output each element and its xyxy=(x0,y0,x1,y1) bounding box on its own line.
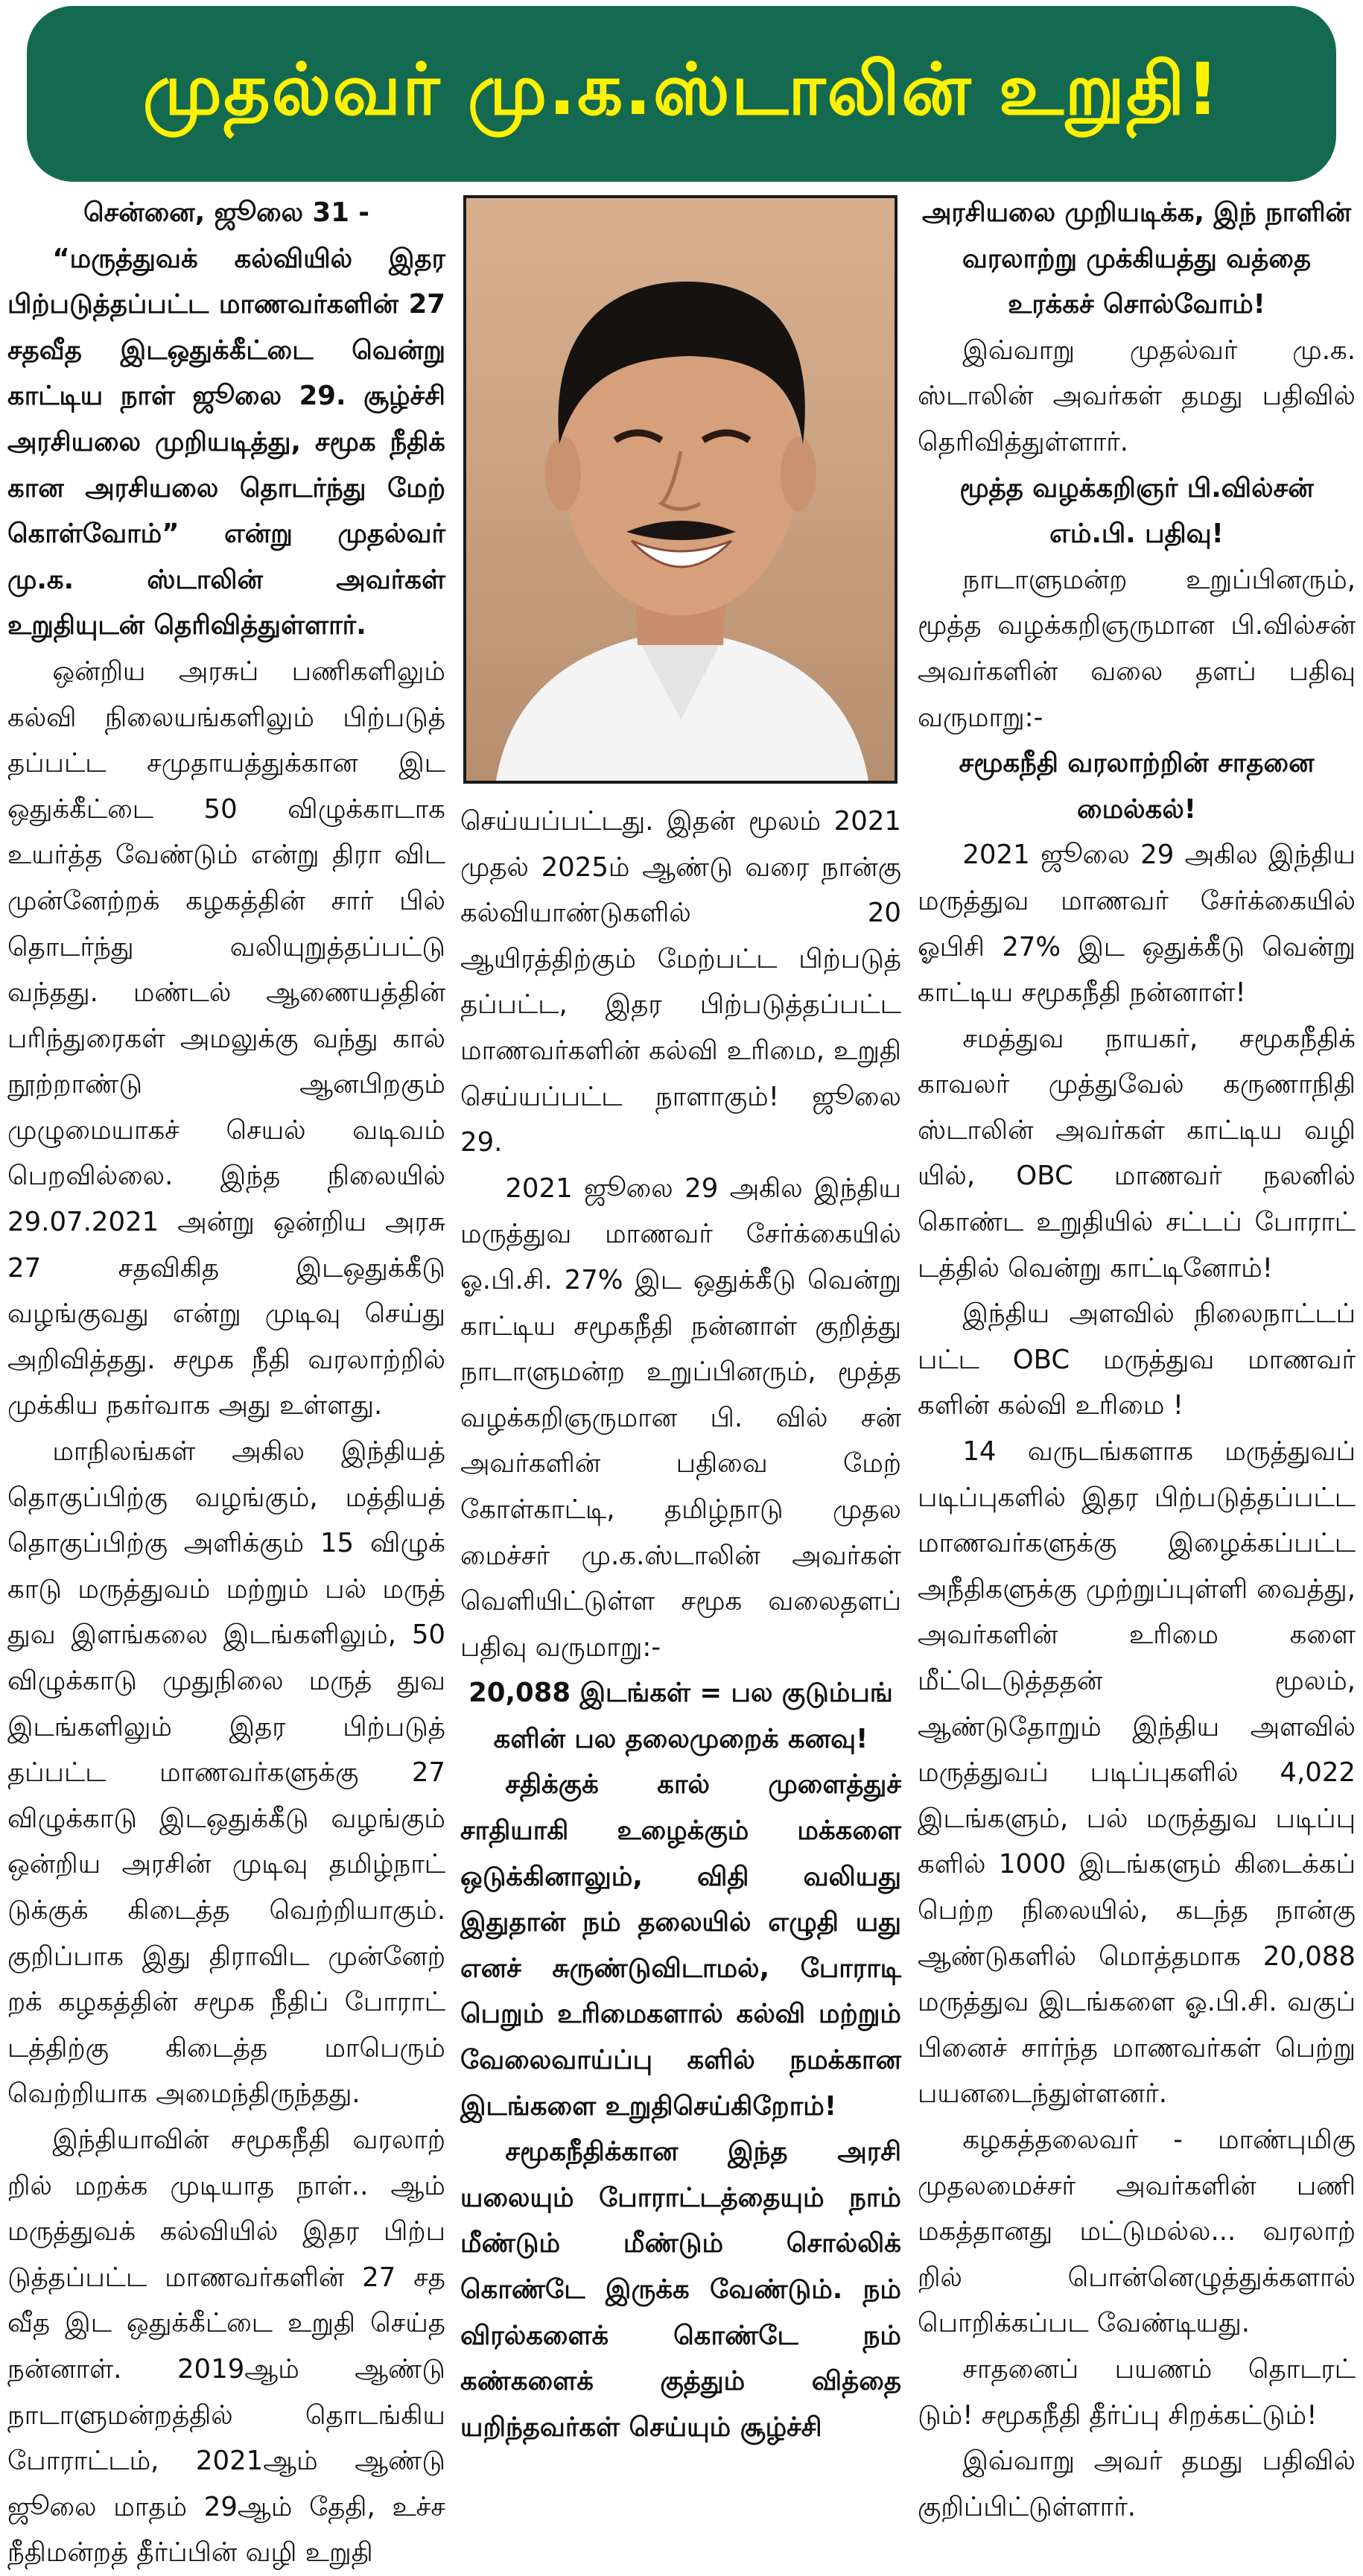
body-paragraph: சாதனைப் பயணம் தொடரட் டும்! சமூகநீதி தீர்ப்பு சிறக்கட்டும்! xyxy=(918,2353,1356,2431)
body-paragraph: கழகத்தலைவர் - மாண்புமிகு முதலமைச்சர் அவர்களின் பணி மகத்தானது மட்டுமல்ல... வரலாற் றில் பொன்னெழுத்துக்களால் பொறிக்கப்பட வேண்டியது. xyxy=(918,2124,1356,2339)
body-paragraph: நாடாளுமன்ற உறுப்பினரும், மூத்த வழக்கறிஞருமான பி.வில்சன் அவர்களின் வலை தளப் பதிவு வருமாறு:- xyxy=(918,564,1356,733)
body-paragraph: சமத்துவ நாயகர், சமூகநீதிக் காவலர் முத்துவேல் கருணாநிதி ஸ்டாலின் அவர்கள் காட்டிய வழி யில், OBC மாணவர் நலனில் கொண்ட உறுதியில் சட்டப் போராட் டத்தில் வென்று காட்டினோம்! xyxy=(918,1023,1356,1284)
lead-paragraph: “மருத்துவக் கல்வியில் இதர பிற்படுத்தப்பட்ட மாணவர்களின் 27 சதவீத இடஒதுக்கீட்டை வென்று காட்டிய நாள் ஜூலை 29. சூழ்ச்சி அரசியலை முறியடித்து, சமூக நீதிக் கான அரசியலை தொடர்ந்து மேற் கொள்வோம்” என்று முதல்வர் மு.க. ஸ்டாலின் அவர்கள் உறுதியுடன் தெரிவித்துள்ளார். xyxy=(7,243,445,641)
subheading: சமூகநீதி வரலாற்றின் சாதனை மைல்கல்! xyxy=(959,748,1315,825)
body-paragraph: இந்தியாவின் சமூகநீதி வரலாற் றில் மறக்க முடியாத நாள்.. ஆம் மருத்துவக் கல்வியில் இதர பிற்ப டுத்தப்பட்ட மாணவர்களின் 27 சத வீத இட ஒதுக்கீட்டை உறுதி செய்த நன்னாள். 2019ஆம் ஆண்டு நாடாளுமன்றத்தில் தொடங்கிய போராட்டம், 2021ஆம் ஆண்டு ஜூலை மாதம் 29ஆம் தேதி, உச்ச நீதிமன்றத் தீர்ப்பின் வழி உறுதி xyxy=(7,2124,445,2569)
body-paragraph: மாநிலங்கள் அகில இந்தியத் தொகுப்பிற்கு வழங்கும், மத்தியத் தொகுப்பிற்கு அளிக்கும் 15 விழுக் காடு மருத்துவம் மற்றும் பல் மருத் துவ இளங்கலை இடங்களிலும், 50 விழுக்காடு முதுநிலை மருத் துவ இடங்களிலும் இதர பிற்படுத் தப்பட்ட மாணவர்களுக்கு 27 விழுக்காடு இடஒதுக்கீடு வழங்கும் ஒன்றிய அரசின் முடிவு தமிழ்நாட் டுக்குக் கிடைத்த வெற்றியாகும். குறிப்பாக இது திராவிட முன்னேற் றக் கழகத்தின் சமூக நீதிப் போராட் டத்திற்கு கிடைத்த மாபெரும் வெற்றியாக அமைந்திருந்தது. xyxy=(7,1436,445,2110)
body-paragraph: 14 வருடங்களாக மருத்துவப் படிப்புகளில் இதர பிற்படுத்தப்பட்ட மாணவர்களுக்கு இழைக்கப்பட்ட அநீதிகளுக்கு முற்றுப்புள்ளி வைத்து, அவர்களின் உரிமை களை மீட்டெடுத்ததன் மூலம், ஆண்டுதோறும் இந்திய அளவில் மருத்துவப் படிப்புகளில் 4,022 இடங்களும், பல் மருத்துவ படிப்பு களில் 1000 இடங்களும் கிடைக்கப் பெற்ற நிலையில், கடந்த நான்கு ஆண்டுகளில் மொத்தமாக 20,088 மருத்துவ இடங்களை ஓ.பி.சி. வகுப் பினைச் சார்ந்த மாணவர்கள் பெற்று பயனடைந்துள்ளனர். xyxy=(918,1436,1356,2110)
subheading: மூத்த வழக்கறிஞர் பி.வில்சன் எம்.பி. பதிவு! xyxy=(959,472,1314,550)
portrait-illustration xyxy=(466,198,895,781)
body-paragraph: 2021 ஜூலை 29 அகில இந்திய மருத்துவ மாணவர் சேர்க்கையில் ஓ.பி.சி. 27% இட ஒதுக்கீடு வென்று காட்டிய சமூகநீதி நன்னாள் குறித்து நாடாளுமன்ற உறுப்பினரும், மூத்த வழக்கறிஞருமான பி. வில் சன் அவர்களின் பதிவை மேற் கோள்காட்டி, தமிழ்நாடு முதல மைச்சர் மு.க.ஸ்டாலின் அவர்கள் வெளியிட்டுள்ள சமூக வலைதளப் பதிவு வருமாறு:- xyxy=(460,1173,901,1663)
body-paragraph: செய்யப்பட்டது. இதன் மூலம் 2021 முதல் 2025ம் ஆண்டு வரை நான்கு கல்வியாண்டுகளில் 20 ஆயிரத்திற்கும் மேற்பட்ட பிற்படுத் தப்பட்ட, இதர பிற்படுத்தப்பட்ட மாணவர்களின் கல்வி உரிமை, உறுதி செய்யப்பட்ட நாளாகும்! ஜூலை 29. xyxy=(460,806,901,1158)
body-paragraph: 2021 ஜூலை 29 அகில இந்திய மருத்துவ மாணவர் சேர்க்கையில் ஓபிசி 27% இட ஒதுக்கீடு வென்று காட்டிய சமூகநீதி நன்னாள்! xyxy=(918,840,1356,1009)
headline-banner xyxy=(27,6,1336,182)
subheading: 20,088 இடங்கள் = பல குடும்பங் களின் பல தலைமுறைக் கனவு! xyxy=(468,1678,893,1754)
quote-paragraph: சமூகநீதிக்கான இந்த அரசி யலையும் போராட்டத்தையும் நாம் மீண்டும் மீண்டும் சொல்லிக் கொண்டே இருக்க வேண்டும். நம் விரல்களைக் கொண்டே நம் கண்களைக் குத்தும் வித்தை யறிந்தவர்கள் செய்யும் சூழ்ச்சி xyxy=(460,2136,901,2443)
body-paragraph: இவ்வாறு அவர் தமது பதிவில் குறிப்பிட்டுள்ளார். xyxy=(918,2446,1356,2522)
quote-paragraph: சதிக்குக் கால் முளைத்துச் சாதியாகி உழைக்கும் மக்களை ஒடுக்கினாலும், விதி வலியது இதுதான் நம் தலையில் எழுதி யது எனச் சுருண்டுவிடாமல், போராடி பெறும் உரிமைகளால் கல்வி மற்றும் வேலைவாய்ப்பு களில் நமக்கான இடங்களை உறுதிசெய்கிறோம்! xyxy=(460,1769,901,2122)
dateline: சென்னை, ஜூலை 31 - xyxy=(83,197,369,228)
body-paragraph: இந்திய அளவில் நிலைநாட்டப் பட்ட OBC மருத்துவ மாணவர் களின் கல்வி உரிமை ! xyxy=(918,1298,1356,1421)
quote-continuation: அரசியலை முறியடிக்க, இந் நாளின் வரலாற்று முக்கியத்து வத்தை உரக்கச் சொல்வோம்! xyxy=(921,197,1352,320)
article-column-1 xyxy=(7,190,445,2576)
portrait-photo xyxy=(463,195,897,784)
article-column-2 xyxy=(460,799,901,2450)
headline-title: முதல்வர் மு.க.ஸ்டாலின் உறுதி! xyxy=(142,47,1221,131)
article-column-3 xyxy=(918,190,1356,2530)
body-paragraph: இவ்வாறு முதல்வர் மு.க. ஸ்டாலின் அவர்கள் தமது பதிவில் தெரிவித்துள்ளார். xyxy=(918,334,1356,457)
body-paragraph: ஒன்றிய அரசுப் பணிகளிலும் கல்வி நிலையங்களிலும் பிற்படுத் தப்பட்ட சமுதாயத்துக்கான இட ஒதுக்கீட்டை 50 விழுக்காடாக உயர்த்த வேண்டும் என்று திரா விட முன்னேற்றக் கழகத்தின் சார் பில் தொடர்ந்து வலியுறுத்தப்பட்டு வந்தது. மண்டல் ஆணையத்தின் பரிந்துரைகள் அமலுக்கு வந்து கால் நூற்றாண்டு ஆனபிறகும் முழுமையாகச் செயல் வடிவம் பெறவில்லை. இந்த நிலையில் 29.07.2021 அன்று ஒன்றிய அரசு 27 சதவிகித இடஒதுக்கீடு வழங்குவது என்று முடிவு செய்து அறிவித்தது. சமூக நீதி வரலாற்றில் முக்கிய நகர்வாக அது உள்ளது. xyxy=(7,656,445,1421)
